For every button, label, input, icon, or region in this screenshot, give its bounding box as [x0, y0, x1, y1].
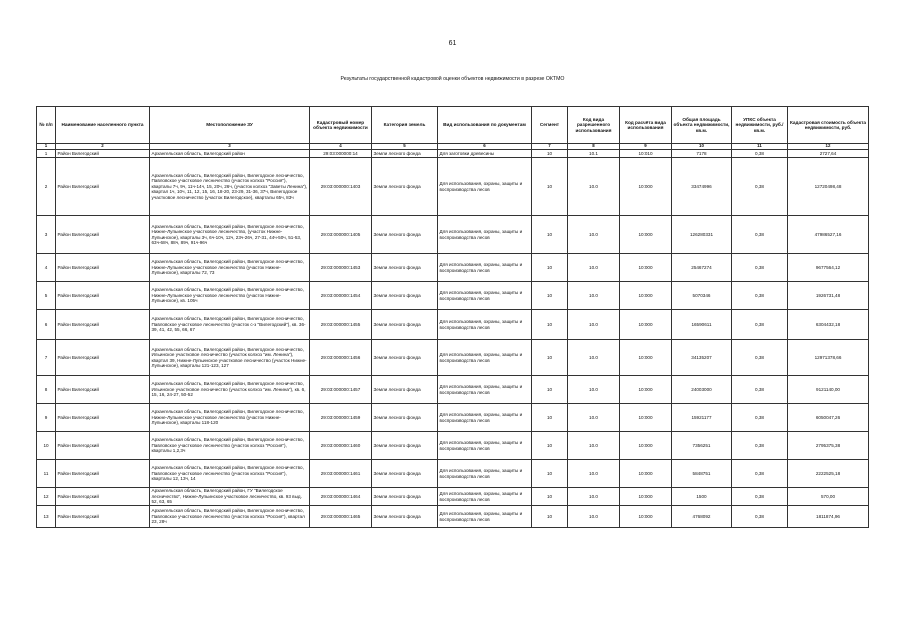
specific-value: 0,38 [732, 340, 788, 376]
land-category: Земли лесного фонда [372, 340, 438, 376]
settlement-name: Район Вилегодский [56, 432, 150, 460]
land-location: Архангельская область, Вилегодский район, Вилегодское лесничество, Павловское участковое лесничество (участок колхоз "Россия"), кварталы 7ч, 9ч, 11ч-14ч, 15, 20ч, 26ч, (участок колхоз "Заветы Ленина"), квартал 1ч, 10ч, 11, 12, 15, 16, 18-20, 23-29, 31-36, 37ч, Вилегодское участковое лесничество (участок Вилегодское), кварталы 65ч, 83ч [150, 158, 310, 216]
header-cell: Наименование населенного пункта [56, 107, 150, 144]
permitted-use: Для использования, охраны, защиты и воспроизводства лесов [438, 506, 532, 528]
specific-value: 0,38 [732, 282, 788, 310]
land-location: Архангельская область, Вилегодский район, ГУ "Вилегодское лесничество", Нижне-Лупьинское участковое лесничество, кв. 93 выд. 52, 63, 65 [150, 488, 310, 506]
land-category: Земли лесного фонда [372, 432, 438, 460]
specific-value: 0,38 [732, 460, 788, 488]
land-category: Земли лесного фонда [372, 404, 438, 432]
calc-code: 10:000 [620, 310, 672, 340]
column-number: 2 [56, 144, 150, 150]
column-number: 5 [372, 144, 438, 150]
segment: 10 [532, 254, 568, 282]
permitted-use: Для использования, охраны, защиты и воспроизводства лесов [438, 158, 532, 216]
total-area: 34135207 [672, 340, 732, 376]
table-row [37, 460, 869, 488]
use-type-code: 10.0 [568, 282, 620, 310]
total-area: 25467274 [672, 254, 732, 282]
valuation-table [36, 106, 869, 528]
permitted-use: Для использования, охраны, защиты и воспроизводства лесов [438, 282, 532, 310]
row-number: 4 [37, 254, 56, 282]
permitted-use: Для использования, охраны, защиты и воспроизводства лесов [438, 254, 532, 282]
table-row [37, 216, 869, 254]
land-category: Земли лесного фонда [372, 254, 438, 282]
page-number: 61 [448, 40, 457, 47]
table-row [37, 404, 869, 432]
permitted-use: Для использования, охраны, защиты и воспроизводства лесов [438, 376, 532, 404]
cadastral-number: 29:03:000000:1403 [310, 158, 372, 216]
column-number: 3 [150, 144, 310, 150]
cadastral-value: 2727,64 [788, 150, 869, 158]
row-number: 6 [37, 310, 56, 340]
permitted-use: Для заготовки древесины [438, 150, 532, 158]
specific-value: 0,38 [732, 488, 788, 506]
land-location: Архангельская область, Вилегодский район, Вилегодское лесничество, Ильинское участковое лесничество (участок колхоз "им. Ленина"), кв. 6, 15, 16, 24-27, 50-52 [150, 376, 310, 404]
total-area: 33474996 [672, 158, 732, 216]
table-row [37, 282, 869, 310]
land-location: Архангельская область, Вилегодский район [150, 150, 310, 158]
row-number: 13 [37, 506, 56, 528]
cadastral-number: 29:03:000000:1461 [310, 460, 372, 488]
cadastral-number: 29:03:000000:1405 [310, 216, 372, 254]
use-type-code: 10.0 [568, 460, 620, 488]
cadastral-number: 29:03:000000:1454 [310, 282, 372, 310]
segment: 10 [532, 310, 568, 340]
table-row [37, 432, 869, 460]
total-area: 24003000 [672, 376, 732, 404]
use-type-code: 10.0 [568, 432, 620, 460]
settlement-name: Район Вилегодский [56, 150, 150, 158]
table-row [37, 158, 869, 216]
segment: 10 [532, 340, 568, 376]
column-number: 12 [788, 144, 869, 150]
land-location: Архангельская область, Вилегодский район, Вилегодское лесничество, Павловское участковое лесничество (участок с-з "Вилегодский"), кв. 36-39, 41, 42, 55, 66, 67 [150, 310, 310, 340]
header-cell: Категория земель [372, 107, 438, 144]
land-category: Земли лесного фонда [372, 310, 438, 340]
header-cell: Общая площадь объекта недвижимости, кв.м. [672, 107, 732, 144]
segment: 10 [532, 158, 568, 216]
land-location: Архангельская область, Вилегодский район, Вилегодское лесничество, Ильинское участковое лесничество (участок колхоз "им. Ленина"), квартал 39, Нижне-Лупьинское участковое лесничество (участок Нижне-Лупьинское), кварталы 121-123, 127 [150, 340, 310, 376]
specific-value: 0,38 [732, 158, 788, 216]
land-category: Земли лесного фонда [372, 376, 438, 404]
specific-value: 0,38 [732, 404, 788, 432]
use-type-code: 10.0 [568, 158, 620, 216]
calc-code: 10:000 [620, 404, 672, 432]
specific-value: 0,38 [732, 376, 788, 404]
header-row [37, 107, 869, 144]
cadastral-value: 9677564,12 [788, 254, 869, 282]
land-category: Земли лесного фонда [372, 488, 438, 506]
cadastral-value: 1926731,48 [788, 282, 869, 310]
segment: 10 [532, 376, 568, 404]
calc-code: 10:000 [620, 376, 672, 404]
land-location: Архангельская область, Вилегодский район, Вилегодское лесничество, Нижне-Лупьинское участковое лесничество (участок Нижне-Лупьинское), кварталы 118-120 [150, 404, 310, 432]
settlement-name: Район Вилегодский [56, 216, 150, 254]
header-cell: Сегмент [532, 107, 568, 144]
use-type-code: 10.0 [568, 310, 620, 340]
cadastral-number: 29:03:000000:1465 [310, 506, 372, 528]
segment: 10 [532, 282, 568, 310]
settlement-name: Район Вилегодский [56, 460, 150, 488]
row-number: 1 [37, 150, 56, 158]
settlement-name: Район Вилегодский [56, 254, 150, 282]
cadastral-number: 29:03:000000:1455 [310, 310, 372, 340]
land-category: Земли лесного фонда [372, 158, 438, 216]
header-cell: Код вида разрешенного использования [568, 107, 620, 144]
header-cell: Код расчёта вида использования [620, 107, 672, 144]
column-number: 6 [438, 144, 532, 150]
total-area: 5070346 [672, 282, 732, 310]
row-number: 7 [37, 340, 56, 376]
use-type-code: 10.0 [568, 404, 620, 432]
cadastral-number: 29:03:000000:1460 [310, 432, 372, 460]
column-number: 7 [532, 144, 568, 150]
total-area: 7356251 [672, 432, 732, 460]
header-cell: Местоположение ЗУ [150, 107, 310, 144]
row-number: 3 [37, 216, 56, 254]
segment: 10 [532, 216, 568, 254]
calc-code: 10:010 [620, 150, 672, 158]
cadastral-value: 2795375,38 [788, 432, 869, 460]
row-number: 10 [37, 432, 56, 460]
total-area: 16590611 [672, 310, 732, 340]
land-location: Архангельская область, Вилегодский район, Вилегодское лесничество, Нижне-Лупьинское участковое лесничество (участок Нижне-Лупьинское), кварталы 72, 73 [150, 254, 310, 282]
header-cell: Вид использования по документам [438, 107, 532, 144]
header-cell: Кадастровый номер объекта недвижимости [310, 107, 372, 144]
cadastral-value: 6304432,18 [788, 310, 869, 340]
land-location: Архангельская область, Вилегодский район, Вилегодское лесничество, Павловское участковое лесничество (участок колхоз "Россия"), квартал 23, 28ч [150, 506, 310, 528]
segment: 10 [532, 404, 568, 432]
permitted-use: Для использования, охраны, защиты и воспроизводства лесов [438, 460, 532, 488]
calc-code: 10:000 [620, 506, 672, 528]
settlement-name: Район Вилегодский [56, 282, 150, 310]
calc-code: 10:000 [620, 158, 672, 216]
cadastral-value: 12720498,48 [788, 158, 869, 216]
cadastral-number: 29:03:000000:1457 [310, 376, 372, 404]
report-title: Результаты государственной кадастровой оценки объектов недвижимости в разрезе ОКТМО [340, 76, 565, 82]
table-row [37, 150, 869, 158]
cadastral-value: 570,00 [788, 488, 869, 506]
permitted-use: Для использования, охраны, защиты и воспроизводства лесов [438, 432, 532, 460]
cadastral-number: 29:03:000000:1453 [310, 254, 372, 282]
header-cell: УПКС объекта недвижимости, руб./кв.м. [732, 107, 788, 144]
use-type-code: 10.1 [568, 150, 620, 158]
settlement-name: Район Вилегодский [56, 376, 150, 404]
settlement-name: Район Вилегодский [56, 488, 150, 506]
calc-code: 10:000 [620, 460, 672, 488]
cadastral-number: 29:03:000000:1459 [310, 404, 372, 432]
calc-code: 10:000 [620, 340, 672, 376]
cadastral-number: 29:03:000000:14 [310, 150, 372, 158]
header-cell: Кадастровая стоимость объекта недвижимости, руб. [788, 107, 869, 144]
permitted-use: Для использования, охраны, защиты и воспроизводства лесов [438, 404, 532, 432]
calc-code: 10:000 [620, 216, 672, 254]
use-type-code: 10.0 [568, 216, 620, 254]
settlement-name: Район Вилегодский [56, 506, 150, 528]
calc-code: 10:000 [620, 432, 672, 460]
column-number: 1 [37, 144, 56, 150]
segment: 10 [532, 506, 568, 528]
land-category: Земли лесного фонда [372, 460, 438, 488]
row-number: 8 [37, 376, 56, 404]
specific-value: 0,38 [732, 310, 788, 340]
permitted-use: Для использования, охраны, защиты и воспроизводства лесов [438, 488, 532, 506]
use-type-code: 10.0 [568, 506, 620, 528]
permitted-use: Для использования, охраны, защиты и воспроизводства лесов [438, 216, 532, 254]
calc-code: 10:000 [620, 282, 672, 310]
use-type-code: 10.0 [568, 340, 620, 376]
specific-value: 0,38 [732, 150, 788, 158]
segment: 10 [532, 460, 568, 488]
table-row [37, 254, 869, 282]
segment: 10 [532, 150, 568, 158]
calc-code: 10:000 [620, 254, 672, 282]
settlement-name: Район Вилегодский [56, 158, 150, 216]
row-number: 5 [37, 282, 56, 310]
land-category: Земли лесного фонда [372, 216, 438, 254]
permitted-use: Для использования, охраны, защиты и воспроизводства лесов [438, 340, 532, 376]
cadastral-value: 47986527,16 [788, 216, 869, 254]
use-type-code: 10.0 [568, 488, 620, 506]
column-number: 8 [568, 144, 620, 150]
row-number: 2 [37, 158, 56, 216]
permitted-use: Для использования, охраны, защиты и воспроизводства лесов [438, 310, 532, 340]
cadastral-value: 1811874,96 [788, 506, 869, 528]
cadastral-value: 9121140,00 [788, 376, 869, 404]
land-category: Земли лесного фонда [372, 282, 438, 310]
specific-value: 0,38 [732, 216, 788, 254]
use-type-code: 10.0 [568, 254, 620, 282]
use-type-code: 10.0 [568, 376, 620, 404]
land-category: Земли лесного фонда [372, 506, 438, 528]
table-row [37, 376, 869, 404]
column-number: 4 [310, 144, 372, 150]
settlement-name: Район Вилегодский [56, 404, 150, 432]
calc-code: 10:000 [620, 488, 672, 506]
settlement-name: Район Вилегодский [56, 340, 150, 376]
cadastral-value: 6050047,26 [788, 404, 869, 432]
segment: 10 [532, 432, 568, 460]
land-location: Архангельская область, Вилегодский район, Вилегодское лесничество, Нижне-Лупьинское участковое лесничество (участок Нижне-Лупьинское), кв. 105ч [150, 282, 310, 310]
total-area: 5848751 [672, 460, 732, 488]
total-area: 126280331 [672, 216, 732, 254]
land-location: Архангельская область, Вилегодский район, Вилегодское лесничество, Павловское участковое лесничество (участок колхоз "Россия"), кварталы 1,2,3ч [150, 432, 310, 460]
table-row [37, 310, 869, 340]
segment: 10 [532, 488, 568, 506]
column-number: 11 [732, 144, 788, 150]
specific-value: 0,38 [732, 432, 788, 460]
land-location: Архангельская область, Вилегодский район, Вилегодское лесничество, Павловское участковое лесничество (участок колхоз "Россия"), кварталы 12, 13ч, 14 [150, 460, 310, 488]
cadastral-number: 29:03:000000:1456 [310, 340, 372, 376]
row-number: 9 [37, 404, 56, 432]
specific-value: 0,38 [732, 506, 788, 528]
table-row [37, 506, 869, 528]
cadastral-value: 12971378,66 [788, 340, 869, 376]
total-area: 4768092 [672, 506, 732, 528]
specific-value: 0,38 [732, 254, 788, 282]
column-number: 9 [620, 144, 672, 150]
table-row [37, 488, 869, 506]
total-area: 7178 [672, 150, 732, 158]
land-location: Архангельская область, Вилегодский район, Вилегодское лесничество, Нижне-Лупьинское участковое лесничество, (участок Нижне-Лупьинское), кварталы 3ч, 6ч-10ч, 12ч, 23ч-26ч, 27-31, 44ч-50ч, 51-53, 63ч-68ч, 88ч, 89ч, 91ч-96ч [150, 216, 310, 254]
cadastral-value: 2222525,18 [788, 460, 869, 488]
table-row [37, 340, 869, 376]
settlement-name: Район Вилегодский [56, 310, 150, 340]
row-number: 11 [37, 460, 56, 488]
total-area: 15921177 [672, 404, 732, 432]
total-area: 1500 [672, 488, 732, 506]
cadastral-number: 29:03:000000:1464 [310, 488, 372, 506]
land-category: Земли лесного фонда [372, 150, 438, 158]
header-cell: № п/п [37, 107, 56, 144]
column-number: 10 [672, 144, 732, 150]
row-number: 12 [37, 488, 56, 506]
